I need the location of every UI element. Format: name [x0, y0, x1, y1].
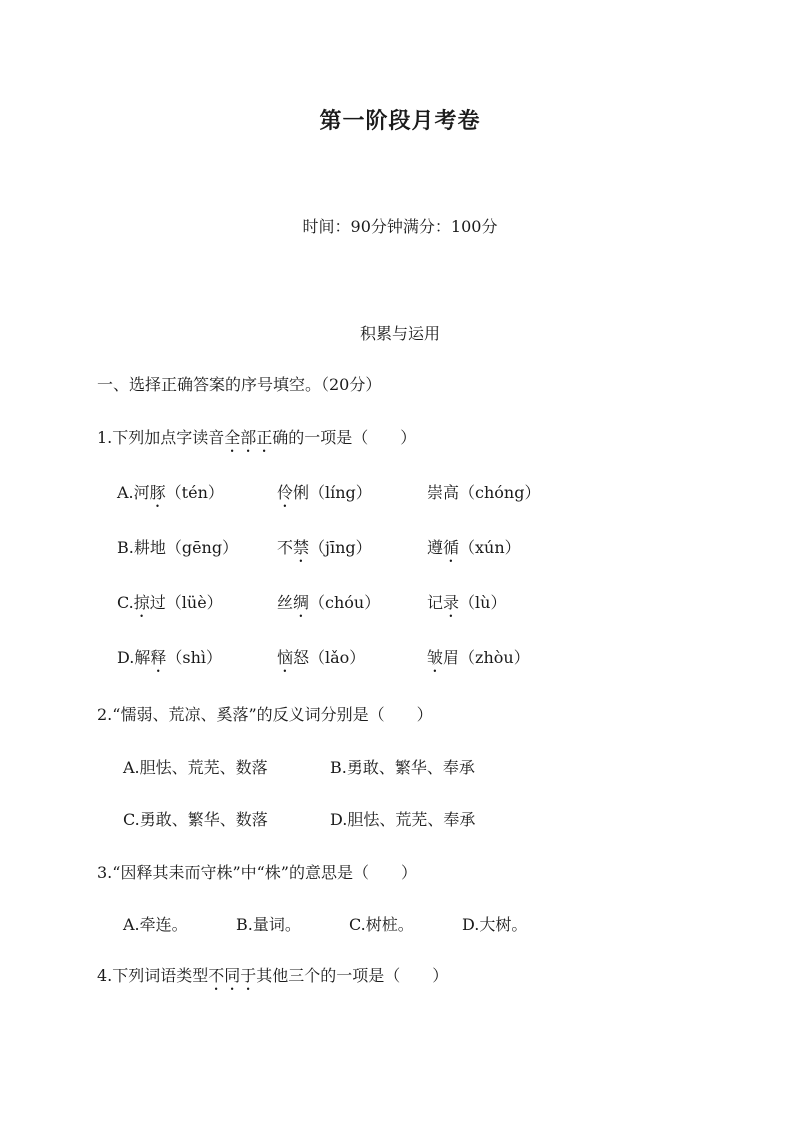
- q2-option-a: A.胆怯、荒芜、数落: [123, 758, 268, 777]
- q1-option-b-2: 不禁（jīng）: [277, 538, 372, 557]
- q1-option-d-3: 皱眉（zhòu）: [427, 648, 530, 667]
- q1-option-b-3: 遵循（xún）: [427, 538, 521, 557]
- question-2: 2.“懦弱、荒凉、奚落”的反义词分别是（ ）: [97, 705, 433, 724]
- question-1: [97, 425, 416, 456]
- q1-option-d-2: 恼怒（lǎo）: [277, 648, 366, 667]
- q1-option-c-1: C.掠过（lüè）: [117, 593, 223, 612]
- part-heading: 一、选择正确答案的序号填空。（20分）: [97, 375, 382, 394]
- q3-option-b: B.量词。: [236, 915, 301, 934]
- question-4: [97, 963, 448, 994]
- q3-option-d: D.大树。: [462, 915, 528, 934]
- page-title: 第一阶段月考卷: [319, 108, 481, 134]
- q1-option-c-2: 丝绸（chóu）: [277, 593, 381, 612]
- question-1-post: 确的一项是（ ）: [272, 428, 417, 447]
- question-1-pre: 1.下列加点字读音: [97, 428, 225, 447]
- q2-option-d: D.胆怯、荒芜、奉承: [330, 810, 476, 829]
- q2-option-b: B.勇敢、繁华、奉承: [330, 758, 475, 777]
- q3-option-a: A.牵连。: [123, 915, 188, 934]
- q1-option-c-3: 记录（lù）: [427, 593, 507, 612]
- question-1-dotted: 全部正: [224, 428, 273, 447]
- q2-option-c: C.勇敢、繁华、数落: [123, 810, 268, 829]
- exam-meta: 时间：90分钟满分：100分: [302, 217, 498, 236]
- q1-option-a-3: 崇高（chóng）: [427, 483, 541, 502]
- q1-option-a-1: A.河豚（tén）: [117, 483, 224, 502]
- q1-option-b-1: B.耕地（gēng）: [117, 538, 239, 557]
- question-4-pre: 4.下列词语类型: [97, 966, 209, 985]
- question-3: 3.“因释其耒而守株”中“株”的意思是（ ）: [97, 863, 417, 882]
- section-heading: 积累与运用: [359, 324, 440, 343]
- question-4-post: 其他三个的一项是（ ）: [256, 966, 449, 985]
- question-4-dotted: 不同于: [208, 966, 257, 985]
- q1-option-a-2: 伶俐（líng）: [277, 483, 372, 502]
- q1-option-d-1: D.解释（shì）: [117, 648, 223, 667]
- q3-option-c: C.树桩。: [349, 915, 414, 934]
